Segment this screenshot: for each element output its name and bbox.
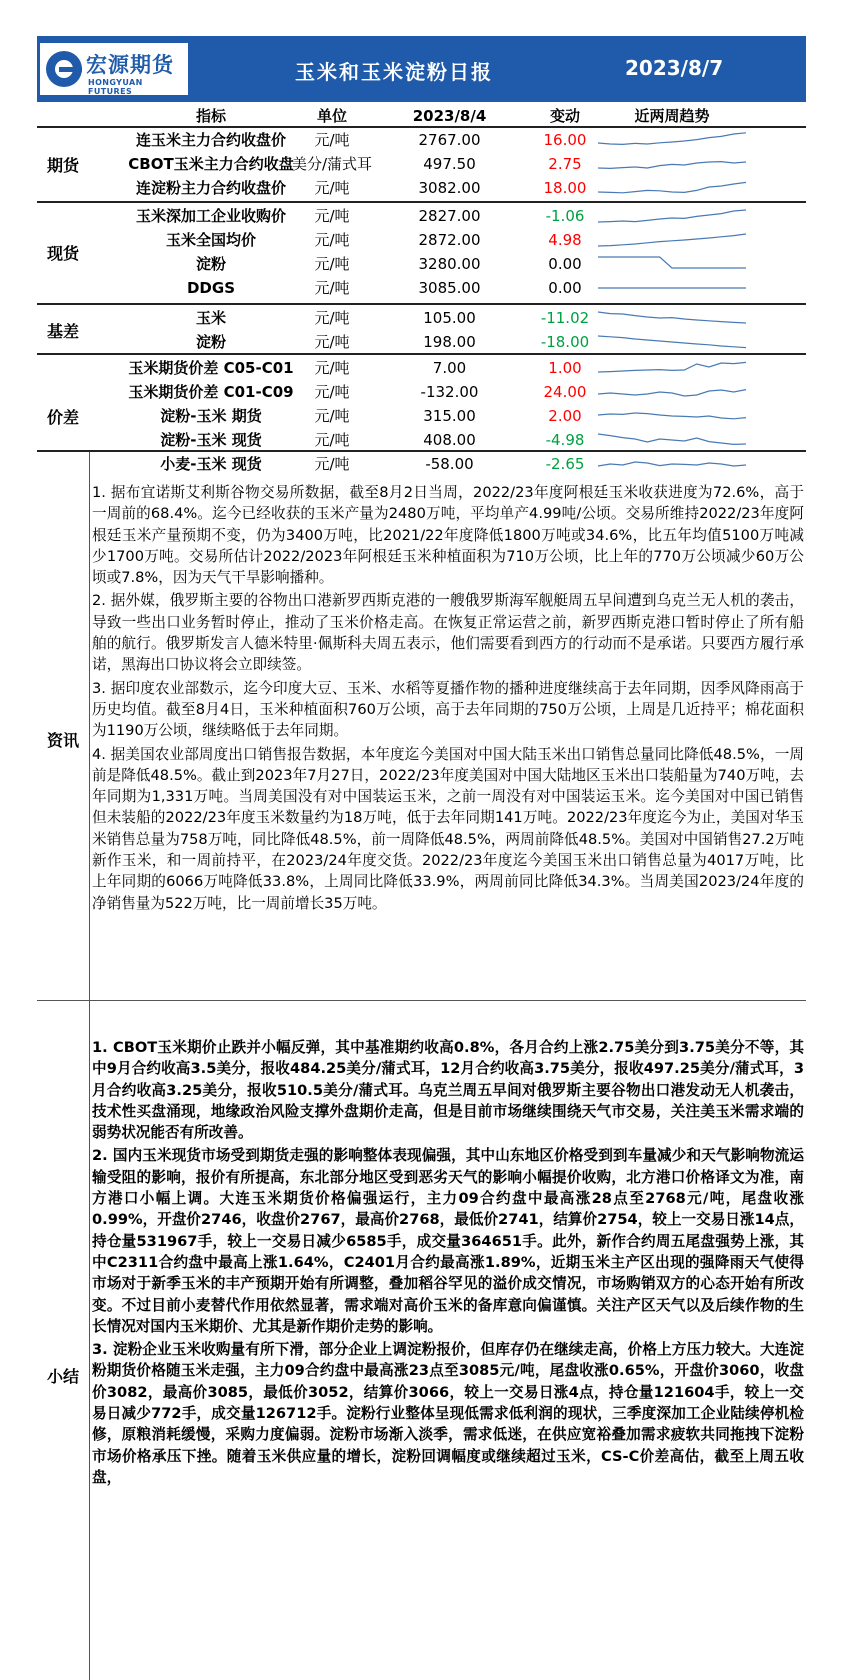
trend-sparkline [597,204,747,228]
table-row [37,204,806,228]
indicator-unit: 美分/蒲式耳 [291,155,373,173]
header-value: 2023/8/4 [412,107,487,125]
indicator-name: CBOT玉米主力合约收盘 [128,155,294,173]
indicator-unit: 元/吨 [314,359,350,377]
table-row [37,252,806,276]
summary-label: 小结 [46,1367,79,1386]
indicator-name: 淀粉-玉米 期货 [160,407,262,425]
indicator-change: 2.00 [548,407,582,425]
trend-line [598,257,746,268]
indicator-value: 315.00 [423,407,476,425]
indicator-unit: 元/吨 [314,207,350,225]
indicator-value: 105.00 [423,309,476,327]
indicator-value: 2767.00 [418,131,481,149]
header-change: 变动 [549,107,580,125]
trend-line [598,336,746,348]
trend-sparkline [597,276,747,300]
trend-line [598,462,746,466]
header-unit: 单位 [316,107,347,125]
trend-line [598,182,746,192]
indicator-name: 连玉米主力合约收盘价 [135,131,286,149]
indicator-change: 1.00 [548,359,582,377]
header-indicator: 指标 [195,107,226,125]
trend-sparkline [597,356,747,380]
table-row [37,380,806,404]
news-label: 资讯 [46,731,79,750]
indicator-value: 2827.00 [418,207,481,225]
group-label: 期货 [46,156,79,175]
company-logo [40,43,188,95]
trend-line [598,434,746,444]
indicator-change: 24.00 [543,383,587,401]
indicator-unit: 元/吨 [314,255,350,273]
trend-line [598,312,746,323]
report-title: 玉米和玉米淀粉日报 [295,60,493,84]
indicator-name: 淀粉 [195,255,226,273]
trend-sparkline [597,152,747,176]
indicator-change: 2.75 [548,155,582,173]
indicator-unit: 元/吨 [314,455,350,473]
indicator-name: 玉米全国均价 [165,231,256,249]
table-row [37,176,806,200]
table-header-row [37,104,806,128]
indicator-unit: 元/吨 [314,131,350,149]
trend-line [598,234,746,246]
news-content [92,482,804,916]
indicator-change: -4.98 [545,431,585,449]
indicator-name: 玉米深加工企业收购价 [135,207,286,225]
indicator-change: 4.98 [548,231,582,249]
table-row [37,404,806,428]
indicator-change: -11.02 [540,309,590,327]
news-paragraph: 1. 据布宜诺斯艾利斯谷物交易所数据，截至8月2日当周，2022/23年度阿根廷玉米收获进度为72.6%，高于一周前的68.4%。迄今已经收获的玉米产量为2480万吨，平均单产4.99吨/公顷。交易所维持2022/23年度阿根廷玉米产量预期不变，仍为3400万吨，比2021/22年度降低1800万吨或34.6%，比五年均值5100万吨减少1700万吨。交易所估计2022/2023年阿根廷玉米种植面积为710万公顷，比上年的770万公顷减少60万公顷或7.8%，因为天气干旱影响播种。 [92,484,804,587]
logo-chinese-name: 宏源期货 [86,53,174,77]
indicator-value: 198.00 [423,333,476,351]
trend-line [598,133,746,145]
table-row [37,152,806,176]
indicator-value: 2872.00 [418,231,481,249]
indicator-value: 408.00 [423,431,476,449]
trend-sparkline [597,176,747,200]
trend-sparkline [597,380,747,404]
table-row [37,428,806,452]
table-group-separator [37,201,806,203]
indicator-change: -18.00 [540,333,590,351]
group-label: 现货 [46,244,79,263]
indicator-change: -1.06 [545,207,585,225]
trend-sparkline [597,128,747,152]
table-group-separator [37,303,806,305]
news-paragraph: 3. 据印度农业部数示，迄今印度大豆、玉米、水稻等夏播作物的播种进度继续高于去年同期，因季风降雨高于历史均值。截至8月4日，玉米种植面积760万公顷，高于去年同期的750万公顷，上周是几近持平；棉花面积为1190万公顷，继续略低于去年同期。 [92,679,804,740]
indicator-unit: 元/吨 [314,309,350,327]
table-row [37,306,806,330]
indicator-name: DDGS [186,279,236,297]
indicator-value: 3085.00 [418,279,481,297]
table-row [37,128,806,152]
summary-paragraph: 3. 淀粉企业玉米收购量有所下滑，部分企业上调淀粉报价，但库存仍在继续走高，价格上方压力较大。大连淀粉期货价格随玉米走强，主力09合约盘中最高涨23点至3085元/吨，尾盘收涨0.65%，开盘价3060，收盘价3082，最高价3085，最低价3052，结算价3066，较上一交易日涨4点，持仓量121604手，较上一交易日减少772手，成交量126712手。淀粉行业整体呈现低需求低利润的现状，三季度深加工企业陆续停机检修，原粮消耗缓慢，采购力度偏弱。淀粉市场渐入淡季，需求低迷，在供应宽裕叠加需求疲软共同拖拽下淀粉市场价格承压下挫。随着玉米供应量的增长，淀粉回调幅度或继续超过玉米，CS-C价差高估，截至上周五收盘， [92,1341,804,1486]
trend-line [598,362,746,372]
indicator-value: 3280.00 [418,255,481,273]
group-label: 价差 [46,408,79,427]
table-row [37,228,806,252]
trend-sparkline [597,404,747,428]
logo-english-name: HONGYUAN FUTURES [88,78,143,96]
summary-content [92,1037,804,1490]
trend-line [598,390,746,396]
indicator-name: 小麦-玉米 现货 [160,455,262,473]
summary-paragraph: 2. 国内玉米现货市场受到期货走强的影响整体表现偏强，其中山东地区价格受到到车量减少和天气影响物流运输受阻的影响，报价有所提高，东北部分地区受到恶劣天气的影响小幅提价收购，北方港口价格译文为准，南方港口小幅上调。大连玉米期货价格偏强运行，主力09合约盘中最高涨28点至2768元/吨，尾盘收涨0.99%，开盘价2746，收盘价2767，最高价2768，最低价2741，结算价2754，较上一交易日涨14点，持仓量531967手，较上一交易日减少6585手，成交量364651手。此外，新作合约周五尾盘强势上涨，其中C2311合约盘中最高上涨1.64%，C2401月合约最高涨1.89%，近期玉米主产区出现的强降雨天气使得市场对于新季玉米的丰产预期开始有所调整，叠加稻谷罕见的溢价成交情况，市场购销双方的心态开始有所改变。不过目前小麦替代作用依然显著，需求端对高价玉米的备库意向偏谨慎。关注产区天气以及后续作物的生长情况对国内玉米期价、尤其是新作期价走势的影响。 [92,1147,804,1335]
indicator-value: -132.00 [420,383,479,401]
indicator-name: 连淀粉主力合约收盘价 [135,179,286,197]
news-divider [89,452,90,1000]
table-row [37,452,806,476]
logo-emblem-icon [46,51,82,87]
trend-sparkline [597,330,747,354]
news-paragraph: 4. 据美国农业部周度出口销售报告数据，本年度迄今美国对中国大陆玉米出口销售总量同比降低48.5%，一周前是降低48.5%。截止到2023年7月27日，2022/23年度美国对中国大陆地区玉米出口装船量为740万吨，去年同期为1,331万吨。当周美国没有对中国装运玉米，之前一周没有对中国装运玉米。迄今美国对中国已销售但未装船的2022/23年度玉米数量约为18万吨，低于去年同期141万吨。2022/23年度迄今为止，美国对华玉米销售总量为758万吨，同比降低48.5%，前一周降低48.5%，两周前降低48.5%。美国对中国销售27.2万吨新作玉米，和一周前持平，在2023/24年度交货。2022/23年度迄今美国玉米出口销售总量为4017万吨，比上年同期的6066万吨降低33.8%，上周同比降低33.9%，两周前同比降低34.3%。当周美国2023/24年度的净销售量为522万吨，比一周前增长35万吨。 [92,745,804,912]
trend-sparkline [597,228,747,252]
report-header [37,36,806,102]
indicator-value: 497.50 [423,155,476,173]
indicator-unit: 元/吨 [314,333,350,351]
indicator-change: 0.00 [548,279,582,297]
indicator-change: 18.00 [543,179,587,197]
indicator-unit: 元/吨 [314,383,350,401]
indicator-name: 玉米期货价差 C01-C09 [128,383,294,401]
trend-sparkline [597,252,747,276]
indicator-unit: 元/吨 [314,407,350,425]
indicator-value: 3082.00 [418,179,481,197]
summary-divider [89,1001,90,1680]
indicator-change: 0.00 [548,255,582,273]
summary-paragraph: 1. CBOT玉米期价止跌并小幅反弹，其中基准期约收高0.8%，各月合约上涨2.75美分到3.75美分不等，其中9月合约收高3.5美分，报收484.25美分/蒲式耳，12月合约收高3.75美分，报收497.25美分/蒲式耳，3月合约收高3.25美分，报收510.5美分/蒲式耳。乌克兰周五早间对俄罗斯主要谷物出口港发动无人机袭击，技术性买盘涌现，地缘政治风险支撑外盘期价走高，但是目前市场继续围绕天气市交易，关注美玉米需求端的弱势状况能否有所改善。 [92,1039,804,1142]
group-label: 基差 [46,322,79,341]
section-divider [37,1000,806,1001]
indicator-value: -58.00 [425,455,474,473]
indicator-unit: 元/吨 [314,279,350,297]
trend-line [598,162,746,169]
indicator-name: 玉米期货价差 C05-C01 [128,359,294,377]
indicator-change: 16.00 [543,131,587,149]
trend-sparkline [597,428,747,452]
indicator-name: 淀粉-玉米 现货 [160,431,262,449]
trend-sparkline [597,452,747,476]
trend-line [598,413,746,419]
indicator-name: 玉米 [195,309,226,327]
indicator-change: -2.65 [545,455,585,473]
report-date: 2023/8/7 [625,56,724,80]
indicator-unit: 元/吨 [314,431,350,449]
trend-sparkline [597,306,747,330]
indicator-name: 淀粉 [195,333,226,351]
table-row [37,356,806,380]
header-trend: 近两周趋势 [634,107,710,125]
indicator-unit: 元/吨 [314,179,350,197]
trend-line [598,210,746,222]
indicator-unit: 元/吨 [314,231,350,249]
table-row [37,276,806,300]
indicator-value: 7.00 [432,359,467,377]
table-row [37,330,806,354]
news-paragraph: 2. 据外媒，俄罗斯主要的谷物出口港新罗西斯克港的一艘俄罗斯海军舰艇周五早间遭到乌克兰无人机的袭击，导致一些出口业务暂时停止，推动了玉米价格走高。在恢复正常运营之前，新罗西斯克港口暂时停止了所有船舶的航行。俄罗斯发言人德米特里·佩斯科夫周五表示，他们需要看到西方的行动而不是承诺。只要西方履行承诺，黑海出口协议将会立即续签。 [92,592,804,674]
